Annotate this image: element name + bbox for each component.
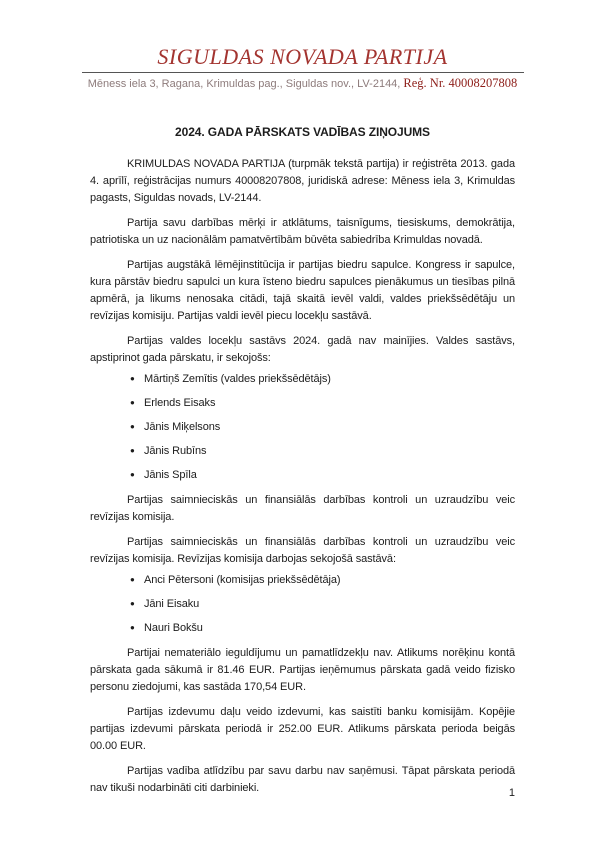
paragraph-audit-control: Partijas saimnieciskās un finansiālās darbības kontroli un uzraudzību veic revīzijas komisija. (90, 494, 515, 523)
paragraph-registration: KRIMULDAS NOVADA PARTIJA (turpmāk tekstā partija) ir reģistrēta 2013. gada 4. aprīlī, reģistrācijas numurs 40008207808, juridiskā adrese: Mēness iela 3, Krimuldas pagasts, Siguldas novads, LV-2144. (90, 158, 515, 204)
paragraph-expenses: Partijas izdevumu daļu veido izdevumi, kas saistīti banku komisijām. Kopējie partijas izdevumi pārskata periodā ir 252.00 EUR. Atlikums pārskata perioda beigās 00.00 EUR. (90, 706, 515, 752)
org-address: Mēness iela 3, Ragana, Krimuldas pag., Siguldas nov., LV-2144, (87, 78, 401, 90)
board-member-name: Jānis Rubīns (144, 445, 207, 457)
list-item-audit-member (130, 572, 515, 589)
bullet-icon: ● (130, 470, 135, 479)
bullet-icon: ● (130, 422, 135, 431)
paragraph-assets-income: Partijai nemateriālo ieguldījumu un pamatlīdzekļu nav. Atlikums norēķinu kontā pārskata gada sākumā ir 81.46 EUR. Partijas ieņēmumus pārskata gadā veido fizisko personu ziedojumi, kas sastāda 170,54 EUR. (90, 647, 515, 693)
paragraph-goals: Partija savu darbības mērķi ir atklātums, taisnīgums, tiesiskums, demokrātija, patriotiska un uz nacionālām pamatvērtībām būvēta sabiedrība Krimuldas novadā. (90, 217, 515, 246)
audit-member-name: Anci Pētersoni (komisijas priekšsēdētāja) (144, 574, 341, 586)
page-number: 1 (508, 787, 515, 799)
document-body (90, 124, 515, 797)
paragraph-audit-intro: Partijas saimnieciskās un finansiālās darbības kontroli un uzraudzību veic revīzijas komisija. Revīzijas komisija darbojas sekojošā sastāvā: (90, 536, 515, 565)
bullet-icon: ● (130, 374, 135, 383)
list-item-board-member (130, 371, 515, 388)
bullet-icon: ● (130, 599, 135, 608)
paragraph-board-intro: Partijas valdes locekļu sastāvs 2024. gadā nav mainījies. Valdes sastāvs, apstiprinot gada pārskatu, ir sekojošs: (90, 335, 515, 364)
board-members-list (130, 371, 515, 484)
bullet-icon: ● (130, 398, 135, 407)
letterhead (0, 0, 605, 91)
audit-member-name: Jāni Eisaku (144, 598, 200, 610)
board-member-name: Jānis Spīla (144, 469, 197, 481)
bullet-icon: ● (130, 575, 135, 584)
bullet-icon: ● (130, 446, 135, 455)
list-item-board-member (130, 419, 515, 436)
document-title: 2024. GADA PĀRSKATS VADĪBAS ZIŅOJUMS (175, 125, 430, 139)
list-item-board-member (130, 443, 515, 460)
paragraph-governance: Partijas augstākā lēmējinstitūcija ir partijas biedru sapulce. Kongress ir sapulce, kura pārstāv biedru sapulci un kura īsteno biedru sapulces pienākumus un tiesības pilnā apmērā, ja likums nenosaka citādi, tajā skaitā ievēl valdi, valdes priekšsēdētāju un revīzijas komisiju. Partijas valdi ievēl piecu locekļu sastāvā. (90, 259, 515, 322)
board-member-name: Jānis Miķelsons (144, 421, 221, 433)
list-item-board-member (130, 467, 515, 484)
org-name: SIGULDAS NOVADA PARTIJA (157, 44, 448, 69)
audit-member-name: Nauri Bokšu (144, 622, 203, 634)
list-item-audit-member (130, 620, 515, 637)
bullet-icon: ● (130, 623, 135, 632)
board-member-name: Erlends Eisaks (144, 397, 216, 409)
letterhead-divider (82, 72, 524, 73)
org-reg-number: Reģ. Nr. 40008207808 (403, 76, 518, 90)
board-member-name: Mārtiņš Zemītis (valdes priekšsēdētājs) (144, 373, 331, 385)
list-item-audit-member (130, 596, 515, 613)
address-line (0, 76, 605, 91)
list-item-board-member (130, 395, 515, 412)
paragraph-remuneration: Partijas vadība atlīdzību par savu darbu nav saņēmusi. Tāpat pārskata periodā nav tikuši nodarbināti citi darbinieki. (90, 765, 515, 794)
audit-committee-list (130, 572, 515, 637)
